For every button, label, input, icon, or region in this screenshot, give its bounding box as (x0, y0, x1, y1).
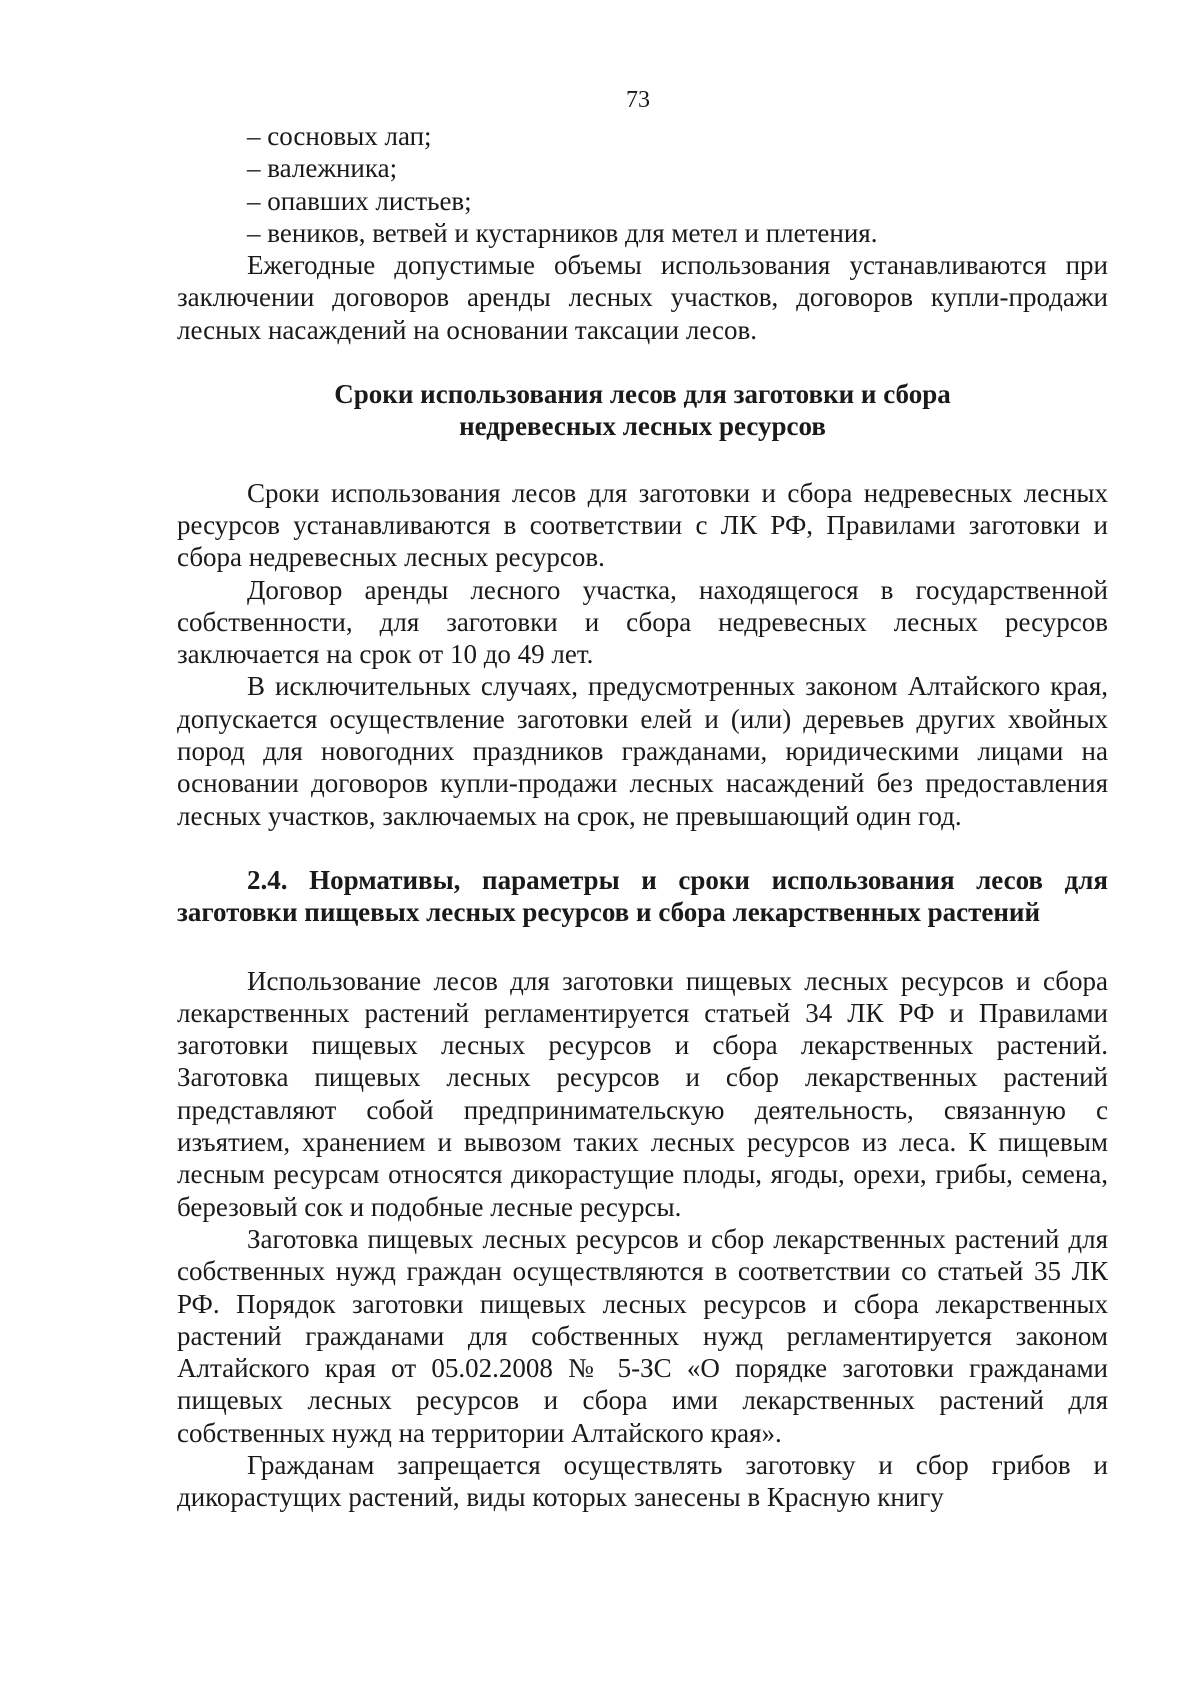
list-item: – сосновых лап; (247, 121, 432, 151)
spacer (177, 443, 1108, 477)
page-content (177, 120, 1108, 1514)
intro-paragraph: Ежегодные допустимые объемы использования устанавливаются при заключении договоров аренды лесных участков, договоров купли-продажи лесных насаждений на основании таксации лесов. (177, 250, 1108, 345)
section-2-4-paragraph: Заготовка пищевых лесных ресурсов и сбор лекарственных растений для собственных нужд граждан осуществляются в соответствии со статьей 35 ЛК РФ. Порядок заготовки пищевых лесных ресурсов и сбора лекарственных растений гражданами для собственных нужд регламентируется законом Алтайского края от 05.02.2008 № 5-ЗС «О порядке заготовки гражданами пищевых лесных ресурсов и сбора ими лекарственных растений для собственных нужд на территории Алтайского края». (177, 1223, 1108, 1448)
section-terms-paragraph: Сроки использования лесов для заготовки и сбора недревесных лесных ресурсов устанавливаются в соответствии с ЛК РФ, Правилами заготовки и сбора недревесных лесных ресурсов. (177, 477, 1108, 573)
section-terms-paragraph: В исключительных случаях, предусмотренных законом Алтайского края, допускается осуществление заготовки елей и (или) деревьев других хвойных пород для новогодних праздников гражданами, юридическими лицами на основании договоров купли-продажи лесных насаждений без предоставления лесных участков, заключаемых на срок, не превышающий один год. (177, 671, 1108, 831)
section-terms-paragraph: Договор аренды лесного участка, находящегося в государственной собственности, для заготовки и сбора недревесных лесных ресурсов заключается на срок от 10 до 49 лет. (177, 574, 1108, 670)
section-terms-heading-line-2: недревесных лесных ресурсов (459, 411, 826, 442)
spacer (177, 929, 1108, 965)
section-2-4-heading: 2.4. Нормативы, параметры и сроки использования лесов для заготовки пищевых лесных ресурсов и сбора лекарственных растений (177, 864, 1108, 928)
list-item: – опавших листьев; (247, 185, 472, 216)
list-item: – валежника; (247, 153, 398, 184)
page-number: 73 (626, 87, 650, 113)
section-2-4-paragraph: Использование лесов для заготовки пищевых лесных ресурсов и сбора лекарственных растений регламентируется статьей 34 ЛК РФ и Правилами заготовки пищевых лесных ресурсов и сбора лекарственных растений. Заготовка пищевых лесных ресурсов и сбор лекарственных растений представляют собой предпринимательскую деятельность, связанную с изъятием, хранением и вывозом таких лесных ресурсов из леса. К пищевым лесным ресурсам относятся дикорастущие плоды, ягоды, орехи, грибы, семена, березовый сок и подобные лесные ресурсы. (177, 965, 1108, 1222)
spacer (177, 832, 1108, 864)
list-item: – веников, ветвей и кустарников для метел и плетения. (247, 217, 878, 248)
section-2-4-paragraph: Гражданам запрещается осуществлять заготовку и сбор грибов и дикорастущих растений, виды которых занесены в Красную книгу (177, 1449, 1108, 1513)
section-terms-heading-line-1: Сроки использования лесов для заготовки и сбора (334, 379, 951, 410)
spacer (177, 346, 1108, 378)
